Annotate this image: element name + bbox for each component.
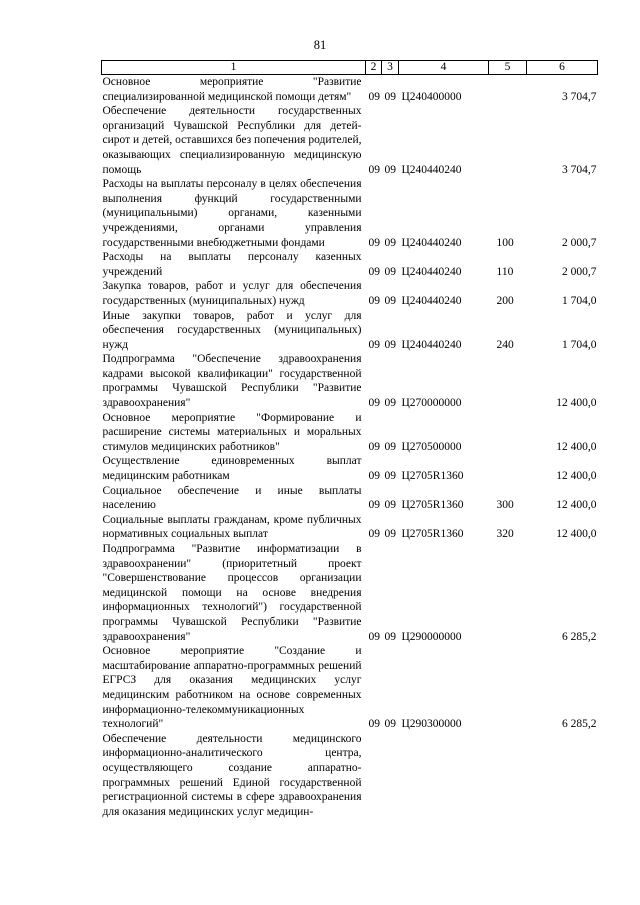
- row-target-article: Ц240400000: [401, 90, 462, 103]
- row-target-article: Ц2705R1360: [401, 470, 464, 483]
- header-cell-expense-type: 5: [489, 61, 527, 75]
- row-expense-type: 300: [496, 499, 514, 512]
- row-name: Осуществление единовременных выплат медицинским работникам: [102, 455, 362, 483]
- row-name: Расходы на выплаты персоналу в целях обеспечения выполнения функций государственными (муниципальными) органами, казенными учреждениями, органами управления государственными внебюджетными фондами: [102, 178, 362, 249]
- row-subsection: 09: [384, 236, 396, 249]
- row-name: Основное мероприятие "Развитие специализированной медицинской помощи детям": [102, 76, 362, 103]
- row-name: Обеспечение деятельности государственных организаций Чувашской Республики для детей-сирот и детей, оставшихся без попечения родителей, оказывающих специализированную медицинскую помощь: [102, 105, 362, 176]
- row-amount: 3 704,7: [562, 90, 597, 103]
- row-subsection: 09: [384, 163, 396, 176]
- row-expense-type: 110: [496, 265, 514, 278]
- row-subsection: 09: [384, 528, 396, 541]
- row-name: Социальное обеспечение и иные выплаты населению: [102, 484, 362, 512]
- table-row: [102, 542, 598, 644]
- row-expense-type: 200: [496, 294, 514, 307]
- row-section: 09: [368, 90, 380, 103]
- table-row: [102, 513, 598, 542]
- row-expense-type: [489, 454, 527, 483]
- row-subsection: 09: [384, 265, 396, 278]
- row-name: Подпрограмма "Обеспечение здравоохранения кадрами высокой квалификации" государственной программы Чувашской Республики "Развитие здравоохранения": [102, 353, 362, 410]
- row-expense-type: [489, 411, 527, 455]
- row-expense-type: [489, 75, 527, 105]
- header-cell-target-article: 4: [399, 61, 489, 75]
- row-subsection: [382, 732, 399, 820]
- row-expense-type: [489, 542, 527, 644]
- header-cell-name: 1: [102, 61, 366, 75]
- row-target-article: Ц290000000: [401, 630, 462, 643]
- header-cell-subsection: 3: [382, 61, 399, 75]
- row-subsection: 09: [384, 294, 396, 307]
- row-section: 09: [368, 470, 380, 483]
- page-number: 81: [313, 38, 327, 52]
- row-amount: 2 000,7: [562, 236, 597, 249]
- budget-table: [101, 60, 598, 819]
- row-name: Обеспечение деятельности медицинского информационно-аналитического центра, осуществляющего создание аппаратно-программных решений Единой государственной регистрационной системы в сфере здравоохранения для оказания медицинских услуг медицин-: [102, 732, 362, 818]
- row-target-article: Ц2705R1360: [401, 499, 464, 512]
- row-target-article: Ц2705R1360: [401, 528, 464, 541]
- table-row: [102, 104, 598, 177]
- table-body: [102, 75, 598, 820]
- row-target-article: Ц240440240: [401, 294, 462, 307]
- row-expense-type: [489, 732, 527, 820]
- row-amount: [527, 732, 598, 820]
- table-row: [102, 411, 598, 455]
- row-target-article: Ц240440240: [401, 265, 462, 278]
- row-amount: 12 400,0: [556, 440, 597, 453]
- header-cell-section: 2: [366, 61, 382, 75]
- row-name: Основное мероприятие "Формирование и расширение системы материальных и моральных стимулов медицинских работников": [102, 411, 362, 453]
- row-name: Закупка товаров, работ и услуг для обеспечения государственных (муниципальных) нужд: [102, 280, 362, 307]
- row-subsection: 09: [384, 90, 396, 103]
- table-row: [102, 309, 598, 353]
- row-section: 09: [368, 440, 380, 453]
- row-subsection: 09: [384, 499, 396, 512]
- row-expense-type: 240: [496, 338, 514, 351]
- row-section: 09: [368, 499, 380, 512]
- row-subsection: 09: [384, 470, 396, 483]
- row-expense-type: 320: [496, 528, 514, 541]
- row-expense-type: [489, 352, 527, 410]
- row-amount: 12 400,0: [556, 528, 597, 541]
- row-subsection: 09: [384, 397, 396, 410]
- table-row: [102, 484, 598, 513]
- row-section: 09: [368, 338, 380, 351]
- row-section: 09: [368, 718, 380, 731]
- row-target-article: Ц240440240: [401, 163, 462, 176]
- row-target-article: Ц240440240: [401, 236, 462, 249]
- row-target-article: [399, 732, 489, 820]
- row-amount: 3 704,7: [562, 163, 597, 176]
- row-amount: 6 285,2: [562, 718, 597, 731]
- row-name: Расходы на выплаты персоналу казенных учреждений: [102, 251, 362, 278]
- row-subsection: 09: [384, 440, 396, 453]
- row-name: Основное мероприятие "Создание и масштабирование аппаратно-программных решений ЕГРСЗ для оказания медицинских услуг медицинским работником на основе современных информационно-телекоммуникационных технологий": [102, 645, 362, 731]
- row-section: 09: [368, 265, 380, 278]
- row-target-article: Ц290300000: [401, 718, 462, 731]
- row-subsection: 09: [384, 718, 396, 731]
- row-amount: 6 285,2: [562, 630, 597, 643]
- table-row: [102, 177, 598, 250]
- table-row: [102, 250, 598, 279]
- row-subsection: 09: [384, 630, 396, 643]
- table-row: [102, 352, 598, 410]
- table-row: [102, 279, 598, 308]
- header-cell-amount: 6: [527, 61, 598, 75]
- row-amount: 1 704,0: [562, 338, 597, 351]
- row-section: 09: [368, 236, 380, 249]
- row-section: 09: [368, 630, 380, 643]
- row-amount: 2 000,7: [562, 265, 597, 278]
- row-expense-type: [489, 104, 527, 177]
- row-section: 09: [368, 397, 380, 410]
- row-section: 09: [368, 294, 380, 307]
- row-amount: 12 400,0: [556, 499, 597, 512]
- row-target-article: Ц270500000: [401, 440, 462, 453]
- row-target-article: Ц240440240: [401, 338, 462, 351]
- row-name: Иные закупки товаров, работ и услуг для обеспечения государственных (муниципальных) нужд: [102, 309, 362, 351]
- table-header: [102, 61, 598, 75]
- row-name: Подпрограмма "Развитие информатизации в здравоохранении" (приоритетный проект "Совершенствование процессов организации медицинской помощи на основе внедрения информационных технологий") государственной программы Чувашской Республики "Развитие здравоохранения": [102, 543, 362, 643]
- row-target-article: Ц270000000: [401, 397, 462, 410]
- header-row: [102, 61, 598, 75]
- row-amount: 12 400,0: [556, 397, 597, 410]
- row-amount: 1 704,0: [562, 294, 597, 307]
- table-row: [102, 732, 598, 820]
- row-subsection: 09: [384, 338, 396, 351]
- row-section: 09: [368, 163, 380, 176]
- row-amount: 12 400,0: [556, 470, 597, 483]
- table-row: [102, 454, 598, 483]
- row-name: Социальные выплаты гражданам, кроме публичных нормативных социальных выплат: [102, 513, 362, 541]
- row-expense-type: 100: [496, 236, 514, 249]
- row-section: [366, 732, 382, 820]
- row-expense-type: [489, 644, 527, 732]
- row-section: 09: [368, 528, 380, 541]
- table-row: [102, 644, 598, 732]
- table-row: [102, 75, 598, 105]
